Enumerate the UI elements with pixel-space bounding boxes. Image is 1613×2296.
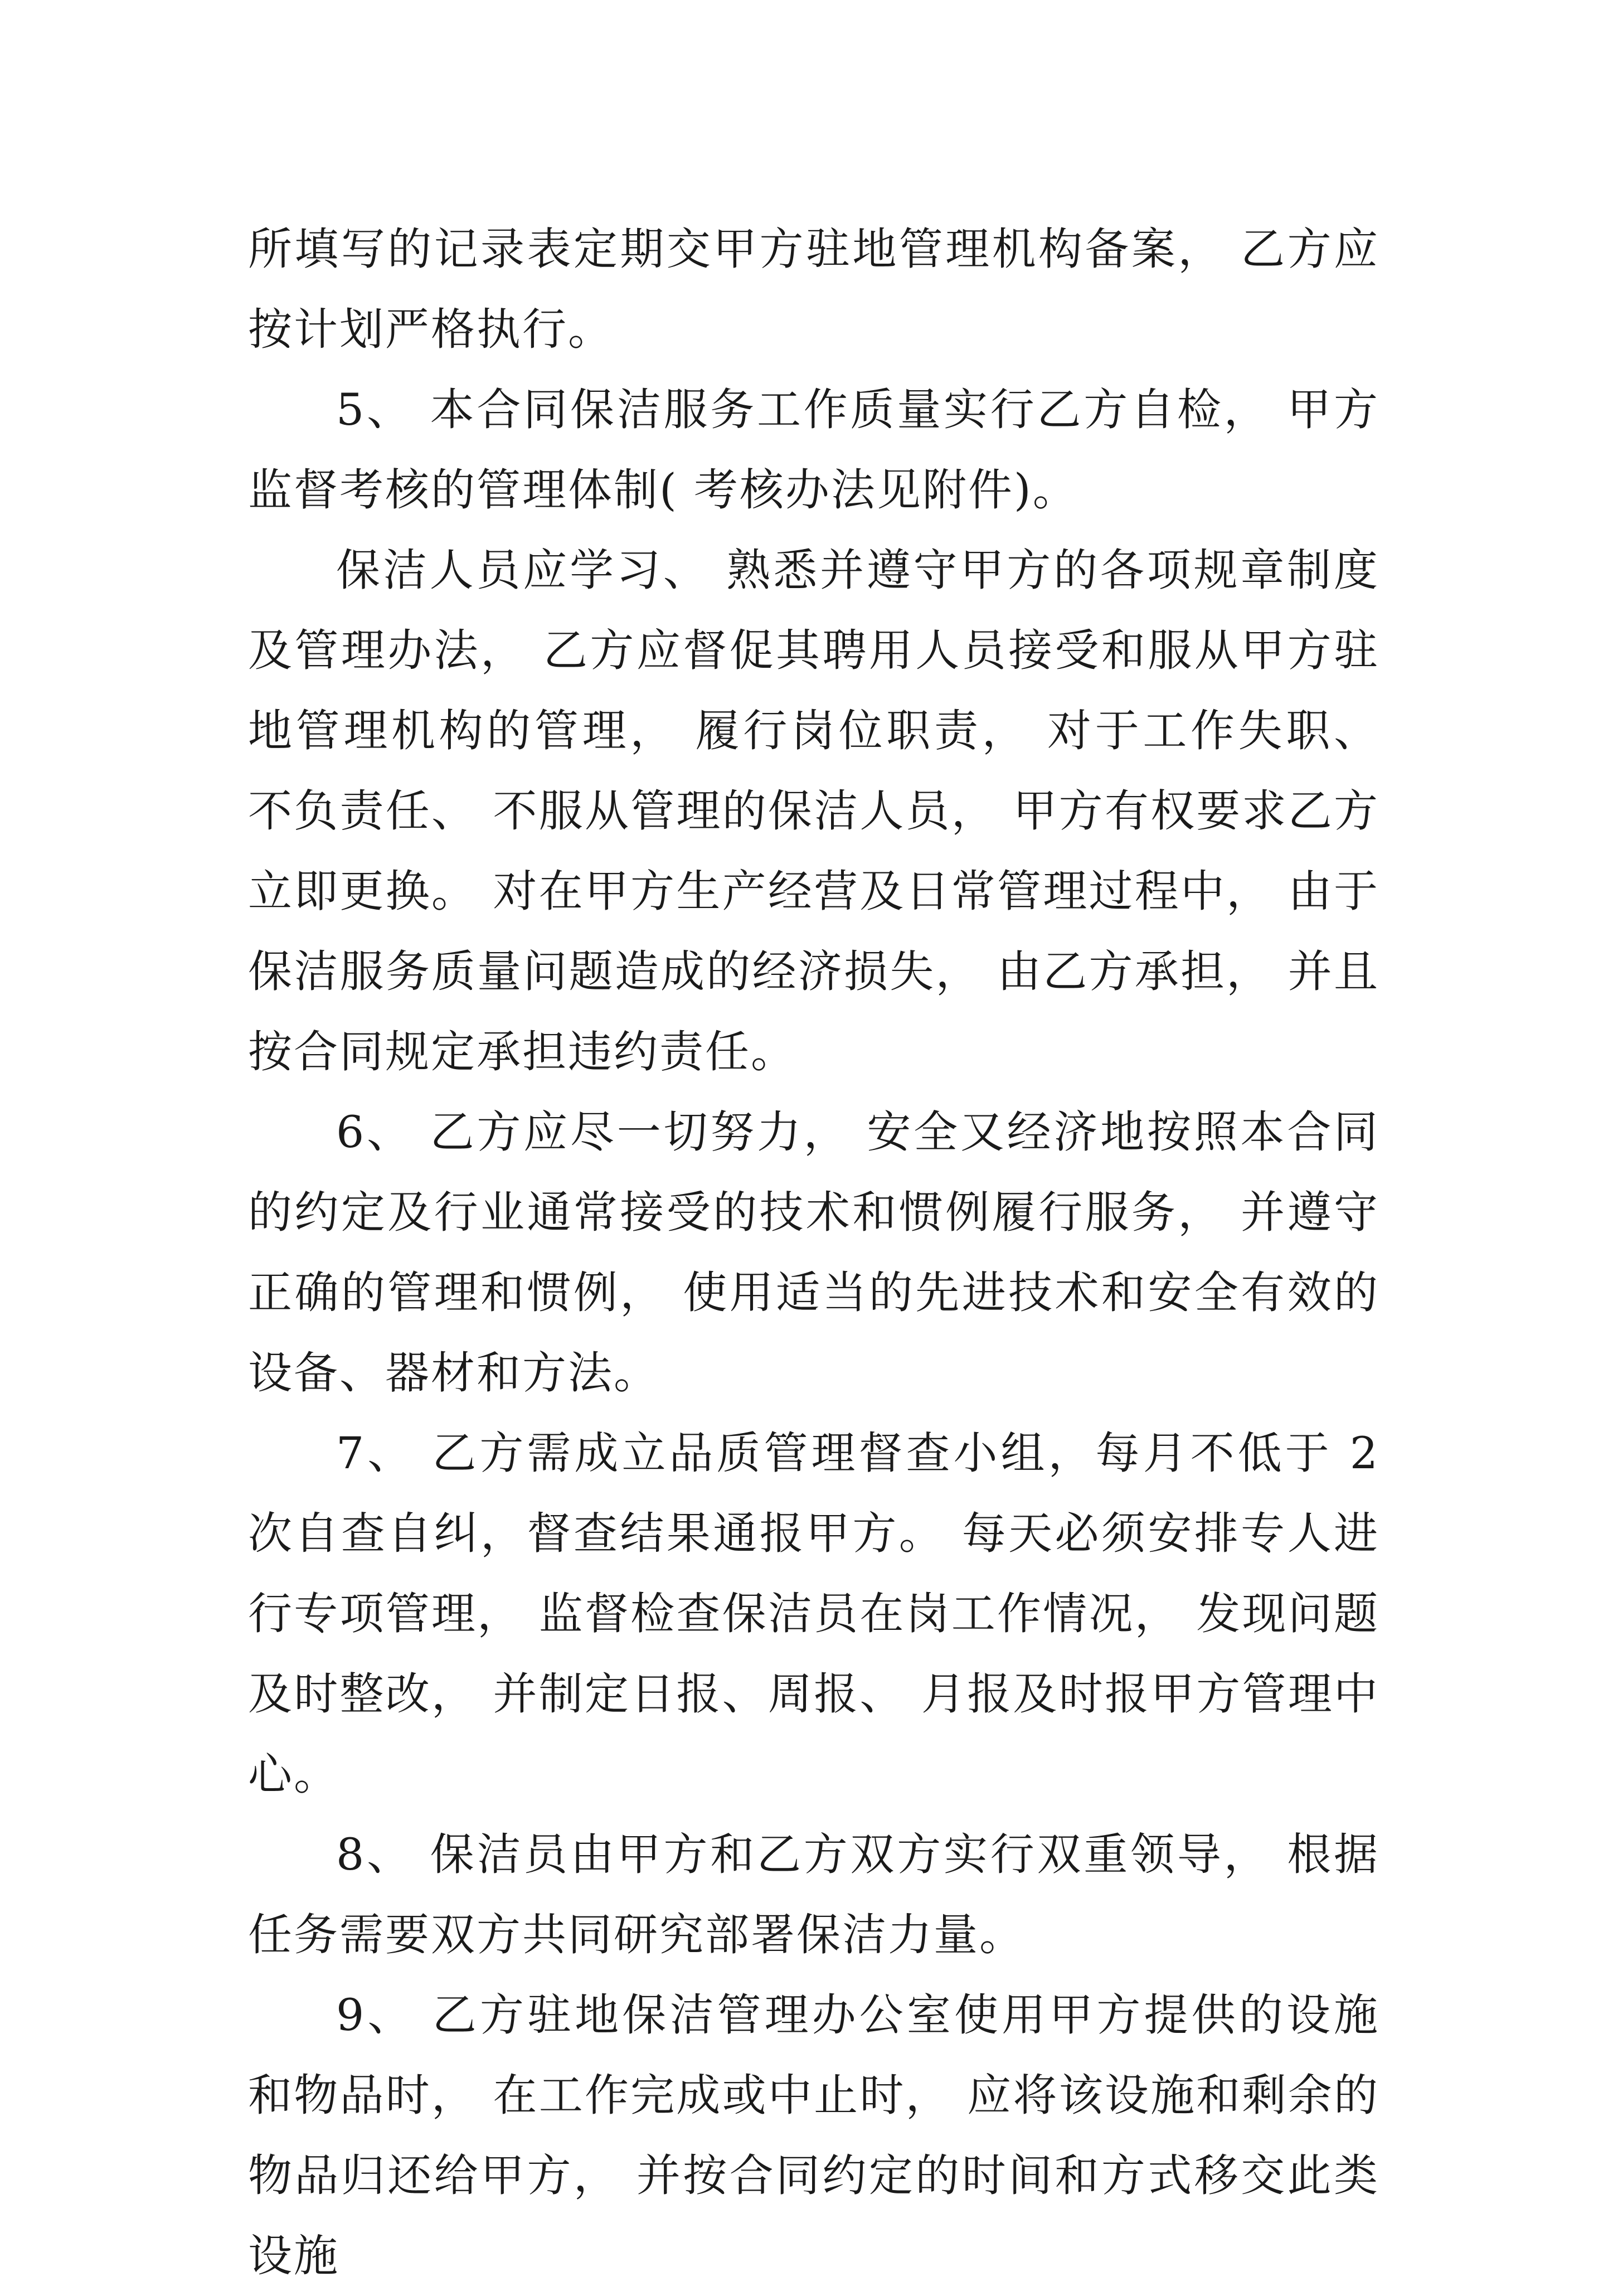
paragraph-staff-rules: 保洁人员应学习、 熟悉并遵守甲方的各项规章制度及管理办法， 乙方应督促其聘用人员接受和服从甲方驻地管理机构的管理， 履行岗位职责， 对于工作失职、 不负责任、 不服从管理的保洁人员， 甲方有权要求乙方立即更换。 对在甲方生产经营及日常管理过程中， 由于保洁服务质量问题造成的经济损失， 由乙方承担， 并且按合同规定承担违约责任。 xyxy=(248,545,1379,1077)
paragraph-continuation: 所填写的记录表定期交甲方驻地管理机构备案， 乙方应按计划严格执行。 xyxy=(248,224,1379,355)
paragraph-item-6: 6、 乙方应尽一切努力， 安全又经济地按照本合同的约定及行业通常接受的技术和惯例履行服务， 并遵守正确的管理和惯例， 使用适当的先进技术和安全有效的设备、器材和方法。 xyxy=(248,1106,1379,1399)
paragraph-item-9: 9、 乙方驻地保洁管理办公室使用甲方提供的设施和物品时， 在工作完成或中止时， 应将该设施和剩余的物品归还给甲方， 并按合同约定的时间和方式移交此类设施 xyxy=(248,1989,1379,2282)
paragraph-item-8: 8、 保洁员由甲方和乙方双方实行双重领导， 根据任务需要双方共同研究部署保洁力量。 xyxy=(248,1829,1379,1960)
document-body xyxy=(248,209,1379,2296)
paragraph-item-7: 7、 乙方需成立品质管理督查小组，每月不低于 2 次自查自纠，督查结果通报甲方。 每天必须安排专人进行专项管理， 监督检查保洁员在岗工作情况， 发现问题及时整改， 并制定日报、周报、 月报及时报甲方管理中心。 xyxy=(248,1428,1379,1800)
paragraph-item-5: 5、 本合同保洁服务工作质量实行乙方自检， 甲方监督考核的管理体制( 考核办法见附件)。 xyxy=(248,384,1379,516)
